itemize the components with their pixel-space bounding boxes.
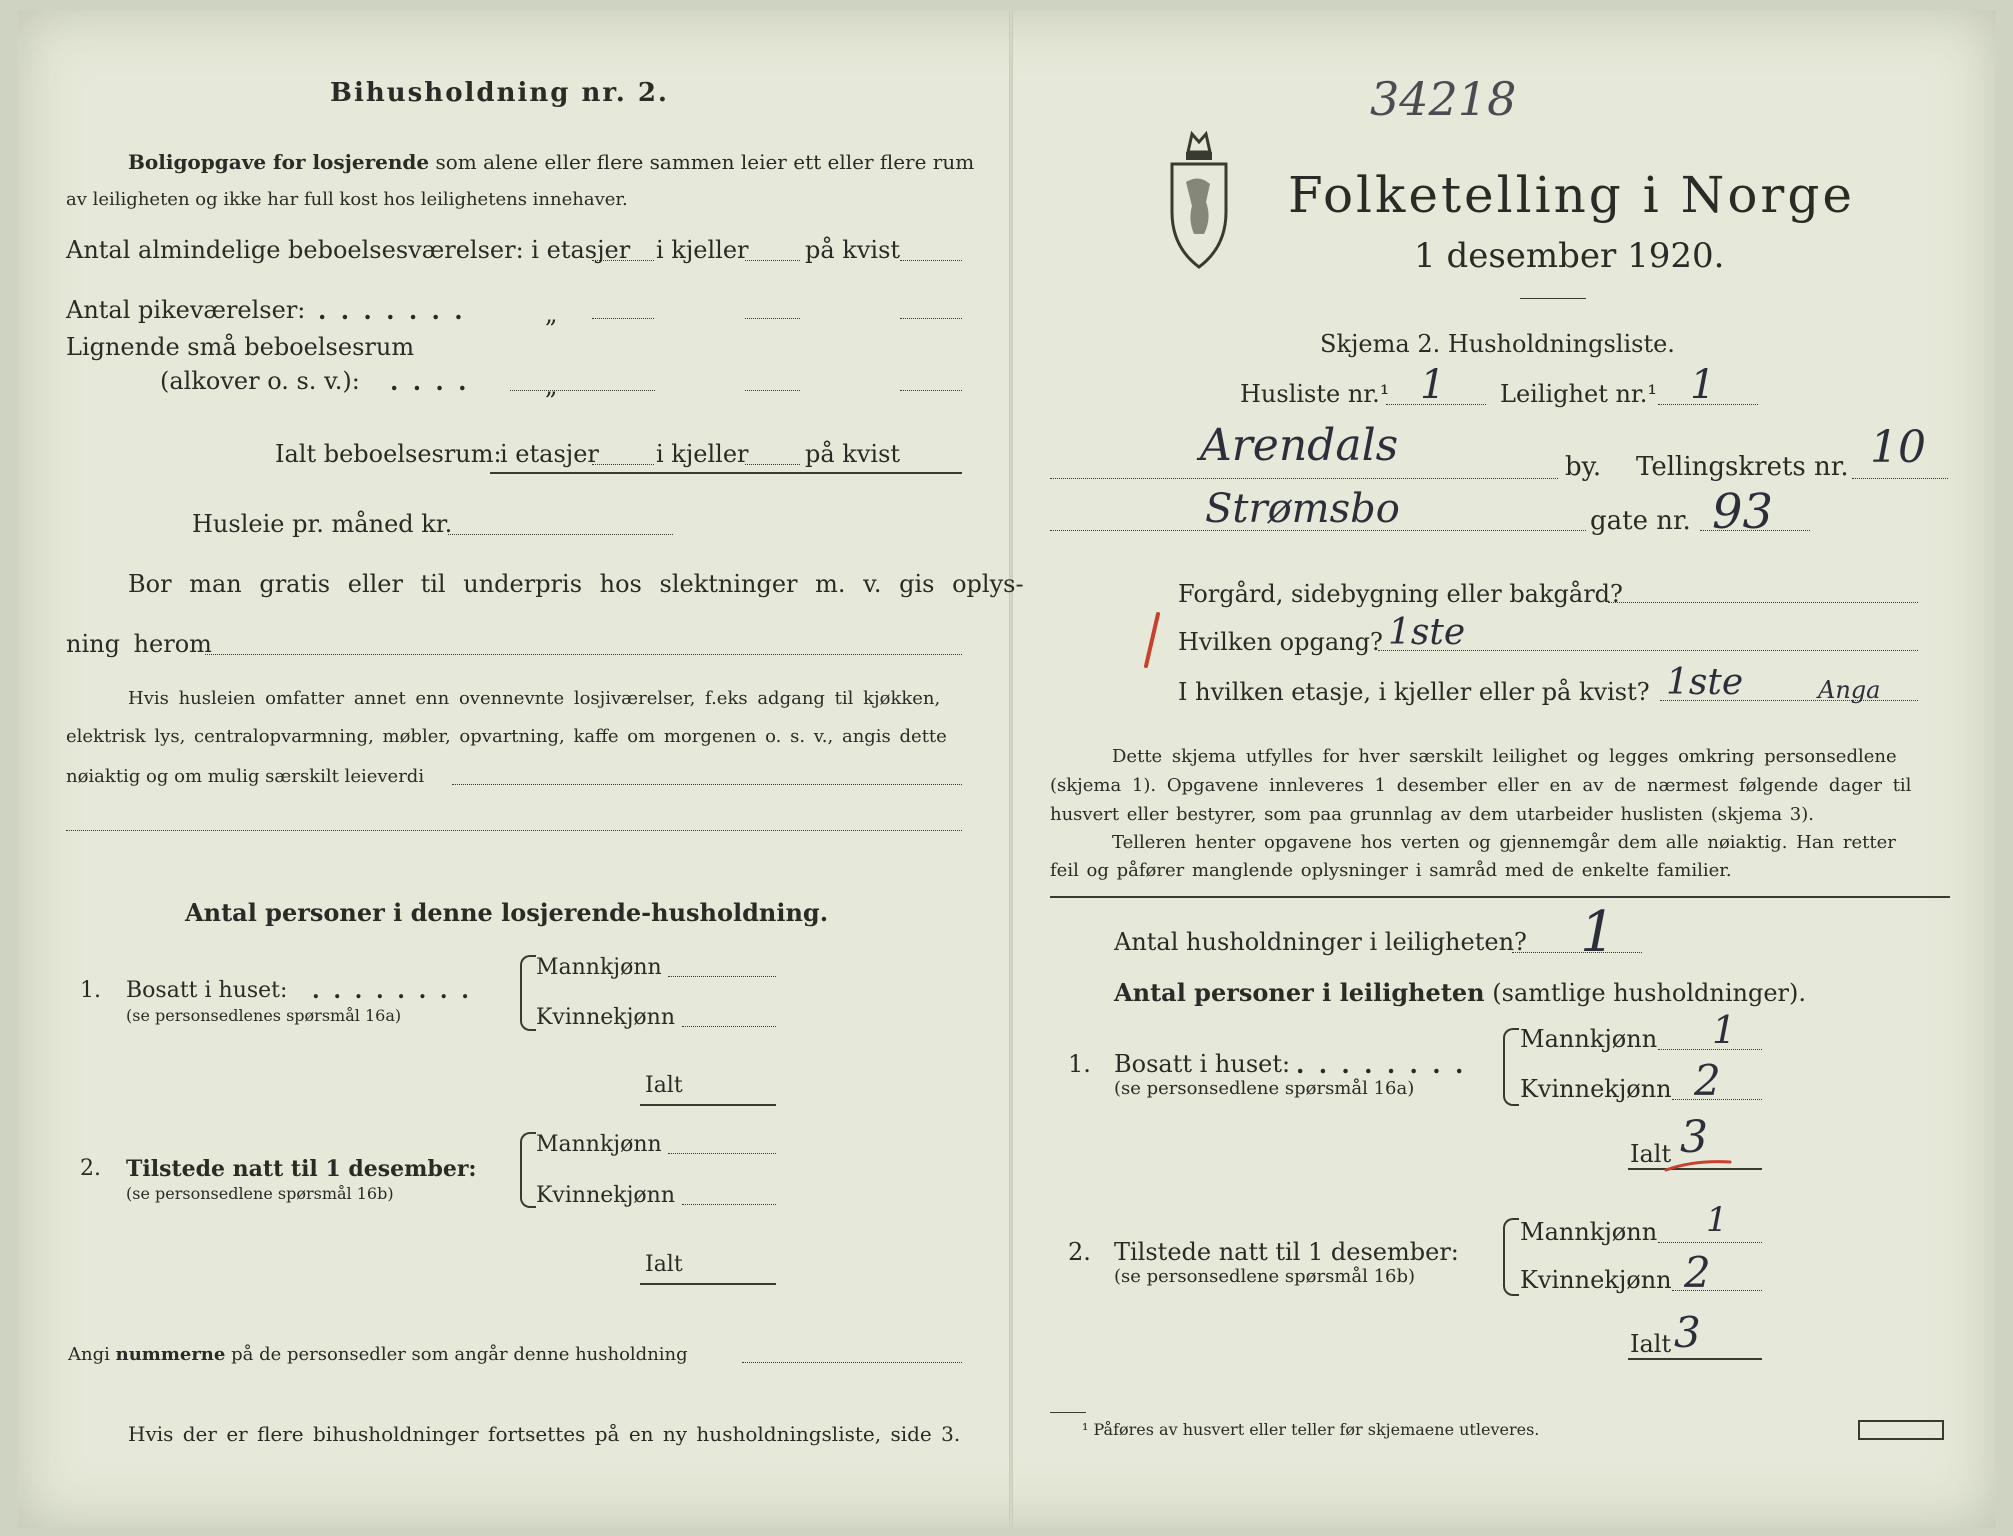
right-q1-male-label: Mannkjønn [1520, 1025, 1658, 1053]
left-q2-num: 2. [80, 1156, 101, 1181]
etasje-value: 1ste [1666, 662, 1744, 703]
leilighet-value: 1 [1690, 362, 1716, 408]
rooms-kjeller-field[interactable] [745, 260, 800, 261]
small-rooms-etasjer-field[interactable] [510, 390, 655, 391]
street-field[interactable] [1050, 530, 1586, 531]
instr-line-4: Telleren henter opgavene hos verten og gjennemgår dem alle nøiaktig. Han retter [1112, 832, 1896, 853]
left-q1-total-field[interactable] [640, 1104, 776, 1106]
instr-rule [1050, 896, 1950, 898]
rent-label: Husleie pr. måned kr. [192, 510, 453, 538]
title-rule [1520, 298, 1586, 299]
angi-line [68, 1344, 688, 1365]
left-q1-male-field[interactable] [668, 976, 776, 977]
rooms-kvist-field[interactable] [900, 260, 962, 261]
small-rooms-dots: . . . . [390, 367, 470, 396]
right-q1-sub: (se personsedlene spørsmål 16a) [1114, 1078, 1415, 1099]
leilighet-label: Leilighet nr.¹ [1500, 380, 1658, 408]
right-q1-total-value: 3 [1680, 1112, 1708, 1163]
left-q2-brace [520, 1132, 536, 1208]
total-kvist-label: på kvist [805, 440, 901, 468]
note-line-1: Hvis husleien omfatter annet enn ovennevnte losjiværelser, f.eks adgang til kjøkken, [128, 688, 941, 709]
right-q1-male-value: 1 [1712, 1008, 1737, 1052]
pike-label: Antal pikeværelser: [66, 296, 306, 324]
right-q2-female-label: Kvinnekjønn [1520, 1266, 1672, 1294]
gratis-line-1: Bor man gratis eller til underpris hos slektninger m. v. gis oplys- [128, 570, 1024, 598]
rooms-kjeller-label: i kjeller [656, 236, 749, 264]
note-field-2[interactable] [66, 830, 962, 831]
by-label: by. [1565, 452, 1602, 482]
total-rooms-etasjer: i etasjer [500, 440, 599, 468]
right-q2-total-label: Ialt [1630, 1330, 1672, 1358]
left-q2-total-field[interactable] [640, 1283, 776, 1285]
right-q2-male-label: Mannkjønn [1520, 1218, 1658, 1246]
total-underline [490, 472, 962, 474]
instr-line-3: husvert eller bestyrer, som paa grunnlag av dem utarbeider huslisten (skjema 3). [1050, 804, 1814, 825]
angi-bold: nummerne [115, 1344, 226, 1365]
right-q1-female-label: Kvinnekjønn [1520, 1075, 1672, 1103]
intro-line-2: av leiligheten og ikke har full kost hos leilighetens innehaver. [66, 189, 628, 210]
total-kjeller-field[interactable] [745, 464, 800, 465]
gratis-field[interactable] [205, 654, 962, 655]
right-q1-dots: . . . . . . . . [1296, 1050, 1467, 1079]
total-kjeller-label: i kjeller [656, 440, 749, 468]
left-q1-female-label: Kvinnekjønn [536, 1005, 675, 1030]
archive-number: 34218 [1370, 72, 1517, 126]
pike-kjeller-field[interactable] [745, 318, 800, 319]
forgard-field[interactable] [1608, 602, 1918, 603]
right-q2-male-field[interactable] [1658, 1242, 1762, 1243]
left-q1-male-label: Mannkjønn [536, 955, 662, 980]
opgang-label: Hvilken opgang? [1178, 628, 1383, 656]
pike-dots: . . . . . . . [318, 296, 466, 325]
right-q1-female-value: 2 [1694, 1056, 1721, 1105]
instr-line-1: Dette skjema utfylles for hver særskilt leilighet og legges omkring personsedlene [1112, 746, 1897, 767]
schema-label: Skjema 2. Husholdningsliste. [1320, 330, 1675, 358]
right-q1-brace [1503, 1028, 1519, 1106]
total-etasjer-field[interactable] [592, 464, 654, 465]
husliste-label: Husliste nr.¹ [1240, 380, 1390, 408]
small-rooms-kvist-field[interactable] [900, 390, 962, 391]
right-q2-brace [1503, 1218, 1519, 1296]
street-value: Strømsbo [1205, 486, 1400, 532]
hush-field[interactable] [1512, 952, 1642, 953]
left-q2-total-label: Ialt [645, 1252, 683, 1277]
hush-label: Antal husholdninger i leiligheten? [1114, 928, 1527, 956]
right-q2-num: 2. [1068, 1238, 1091, 1266]
etasje-label: I hvilken etasje, i kjeller eller på kvist? [1178, 678, 1650, 706]
instr-line-2: (skjema 1). Opgavene innleveres 1 desember eller en av de nærmest følgende dager til [1050, 775, 1912, 796]
pike-etasjer-field[interactable] [592, 318, 654, 319]
krets-field[interactable] [1852, 478, 1948, 479]
intro-bold: Boligopgave for losjerende [128, 150, 430, 174]
right-q1-total-label: Ialt [1630, 1140, 1672, 1168]
right-persons-rest: (samtlige husholdninger). [1492, 979, 1807, 1007]
small-rooms-kjeller-field[interactable] [745, 390, 800, 391]
left-q1-brace [520, 955, 536, 1031]
left-q2-female-label: Kvinnekjønn [536, 1183, 675, 1208]
pike-ditto: „ [545, 300, 558, 328]
right-q2-female-value: 2 [1684, 1248, 1711, 1297]
footnote: ¹ Påføres av husvert eller teller før skjemaene utleveres. [1082, 1420, 1540, 1439]
husliste-value: 1 [1420, 362, 1446, 408]
note-field[interactable] [452, 784, 962, 785]
left-q2-label: Tilstede natt til 1 desember: [126, 1156, 477, 1182]
hush-value: 1 [1580, 900, 1616, 965]
opgang-value: 1ste [1388, 612, 1466, 653]
etasje-extra: Anga [1818, 676, 1881, 704]
krets-value: 10 [1870, 422, 1926, 473]
angi-pre: Angi [68, 1344, 110, 1365]
rent-field[interactable] [448, 534, 673, 535]
left-q2-male-label: Mannkjønn [536, 1132, 662, 1157]
coat-of-arms-icon [1166, 122, 1232, 272]
left-q1-num: 1. [80, 978, 101, 1003]
left-q1-female-field[interactable] [682, 1026, 776, 1027]
right-persons-bold: Antal personer i leiligheten [1114, 978, 1485, 1007]
intro-line-1 [128, 150, 974, 174]
left-q1-total-label: Ialt [645, 1073, 683, 1098]
right-q2-label: Tilstede natt til 1 desember: [1114, 1238, 1459, 1266]
left-q1-sub: (se personsedlenes spørsmål 16a) [126, 1006, 402, 1025]
right-q2-male-value: 1 [1706, 1200, 1728, 1240]
small-rooms-ditto: „ [545, 372, 558, 400]
left-title: Bihusholdning nr. 2. [330, 78, 669, 108]
left-q1-label: Bosatt i huset: [126, 978, 288, 1003]
right-persons-title [1114, 978, 1806, 1007]
page-fold [1009, 10, 1013, 1528]
pike-kvist-field[interactable] [900, 318, 962, 319]
note-line-2: elektrisk lys, centralopvarmning, møbler, opvartning, kaffe om morgenen o. s. v., angis dette [66, 726, 947, 747]
instr-line-5: feil og påfører manglende oplysninger i samråd med de enkelte familier. [1050, 860, 1732, 881]
red-check-mark-icon [1136, 610, 1166, 670]
small-rooms-line-2: (alkover o. s. v.): [160, 367, 360, 395]
right-date: 1 desember 1920. [1414, 236, 1725, 276]
angi-rest: på de personsedler som angår denne husholdning [231, 1344, 688, 1365]
intro-rest: som alene eller flere sammen leier ett eller flere rum [435, 150, 975, 174]
angi-field[interactable] [742, 1362, 962, 1363]
right-q2-sub: (se personsedlene spørsmål 16b) [1114, 1266, 1416, 1287]
forgard-label: Forgård, sidebygning eller bakgård? [1178, 580, 1623, 608]
footnote-rule [1050, 1412, 1086, 1413]
krets-label: Tellingskrets nr. [1636, 452, 1849, 482]
small-rooms-line-1: Lignende små beboelsesrum [66, 333, 415, 361]
left-q2-sub: (se personsedlene spørsmål 16b) [126, 1184, 394, 1203]
right-q1-num: 1. [1068, 1050, 1091, 1078]
note-line-3: nøiaktig og om mulig særskilt leieverdi [66, 766, 425, 787]
rooms-kvist-label: på kvist [805, 236, 901, 264]
left-q2-male-field[interactable] [668, 1153, 776, 1154]
city-value: Arendals [1200, 420, 1399, 471]
gate-value: 93 [1712, 484, 1774, 540]
city-field[interactable] [1050, 478, 1558, 479]
red-underline-mark-icon [1664, 1152, 1734, 1176]
right-q1-male-field[interactable] [1658, 1049, 1762, 1050]
left-persons-title: Antal personer i denne losjerende-husholdning. [185, 898, 829, 927]
gratis-line-2: ning herom [66, 630, 212, 658]
rooms-label: Antal almindelige beboelsesværelser: i etasjer [66, 236, 631, 264]
right-q1-label: Bosatt i huset: [1114, 1050, 1291, 1078]
gate-label: gate nr. [1590, 506, 1691, 536]
right-title: Folketelling i Norge [1288, 166, 1855, 224]
right-q2-total-field[interactable] [1628, 1358, 1762, 1360]
left-footer: Hvis der er flere bihusholdninger fortsettes på en ny husholdningsliste, side 3. [128, 1422, 961, 1446]
right-q2-total-value: 3 [1674, 1308, 1701, 1357]
left-q1-dots: . . . . . . . . [312, 978, 472, 1004]
left-q2-female-field[interactable] [682, 1204, 776, 1205]
total-rooms-label: Ialt beboelsesrum: [275, 440, 502, 468]
printer-stamp [1858, 1420, 1944, 1440]
rooms-etasjer-field[interactable] [592, 260, 654, 261]
